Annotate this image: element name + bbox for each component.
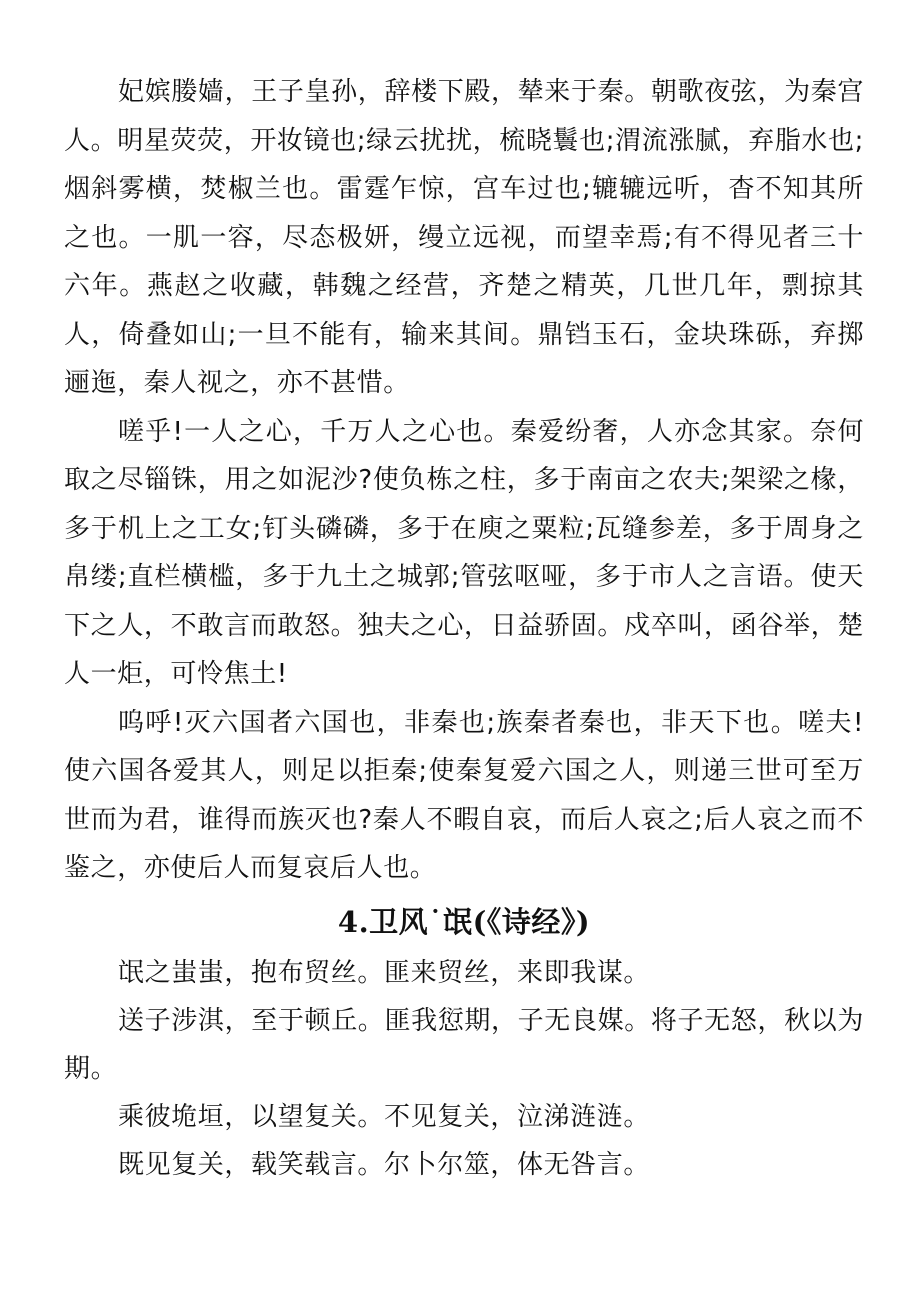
poem-stanza: 乘彼垝垣，以望复关。不见复关，泣涕涟涟。 (118, 1101, 651, 1132)
poem-stanza: 氓之蚩蚩，抱布贸丝。匪来贸丝，来即我谋。 (118, 957, 651, 988)
poem-stanza: 送子涉淇，至于顿丘。匪我愆期，子无良媒。将子无怒，秋以为期。 (64, 1005, 864, 1084)
paragraph-conclusion: 呜呼!灭六国者六国也，非秦也;族秦者秦也，非天下也。嗟夫!使六国各爱其人，则足以拒秦;使秦复爱六国之人，则递三世可至万世而为君，谁得而族灭也?秦人不暇自哀，而后人哀之;后人哀之而不鉴之，亦使后人而复哀后人也。 (64, 707, 864, 883)
poem-body (64, 949, 864, 1189)
paragraph-lament: 嗟乎!一人之心，千万人之心也。秦爱纷奢，人亦念其家。奈何取之尽锱铢，用之如泥沙?使负栋之柱，多于南亩之农夫;架梁之椽，多于机上之工女;钉头磷磷，多于在庾之粟粒;瓦缝参差，多于周身之帛缕;直栏横槛，多于九土之城郭;管弦呕哑，多于市人之言语。使天下之人，不敢言而敢怒。独夫之心，日益骄固。戍卒叫，函谷举，楚人一炬，可怜焦土! (64, 416, 864, 689)
document-page (64, 68, 864, 1189)
paragraph-palace-ladies: 妃嫔媵嫱，王子皇孙，辞楼下殿，辇来于秦。朝歌夜弦，为秦宫人。明星荧荧，开妆镜也;绿云扰扰，梳晓鬟也;渭流涨腻，弃脂水也;烟斜雾横，焚椒兰也。雷霆乍惊，宫车过也;辘辘远听，杳不知其所之也。一肌一容，尽态极妍，缦立远视，而望幸焉;有不得见者三十六年。燕赵之收藏，韩魏之经营，齐楚之精英，几世几年，剽掠其人，倚叠如山;一旦不能有，输来其间。鼎铛玉石，金块珠砾，弃掷逦迤，秦人视之，亦不甚惜。 (64, 77, 864, 398)
section-title: 4.卫风˙氓(《诗经》) (337, 904, 591, 939)
poem-stanza: 既见复关，载笑载言。尔卜尔筮，体无咎言。 (118, 1149, 651, 1180)
